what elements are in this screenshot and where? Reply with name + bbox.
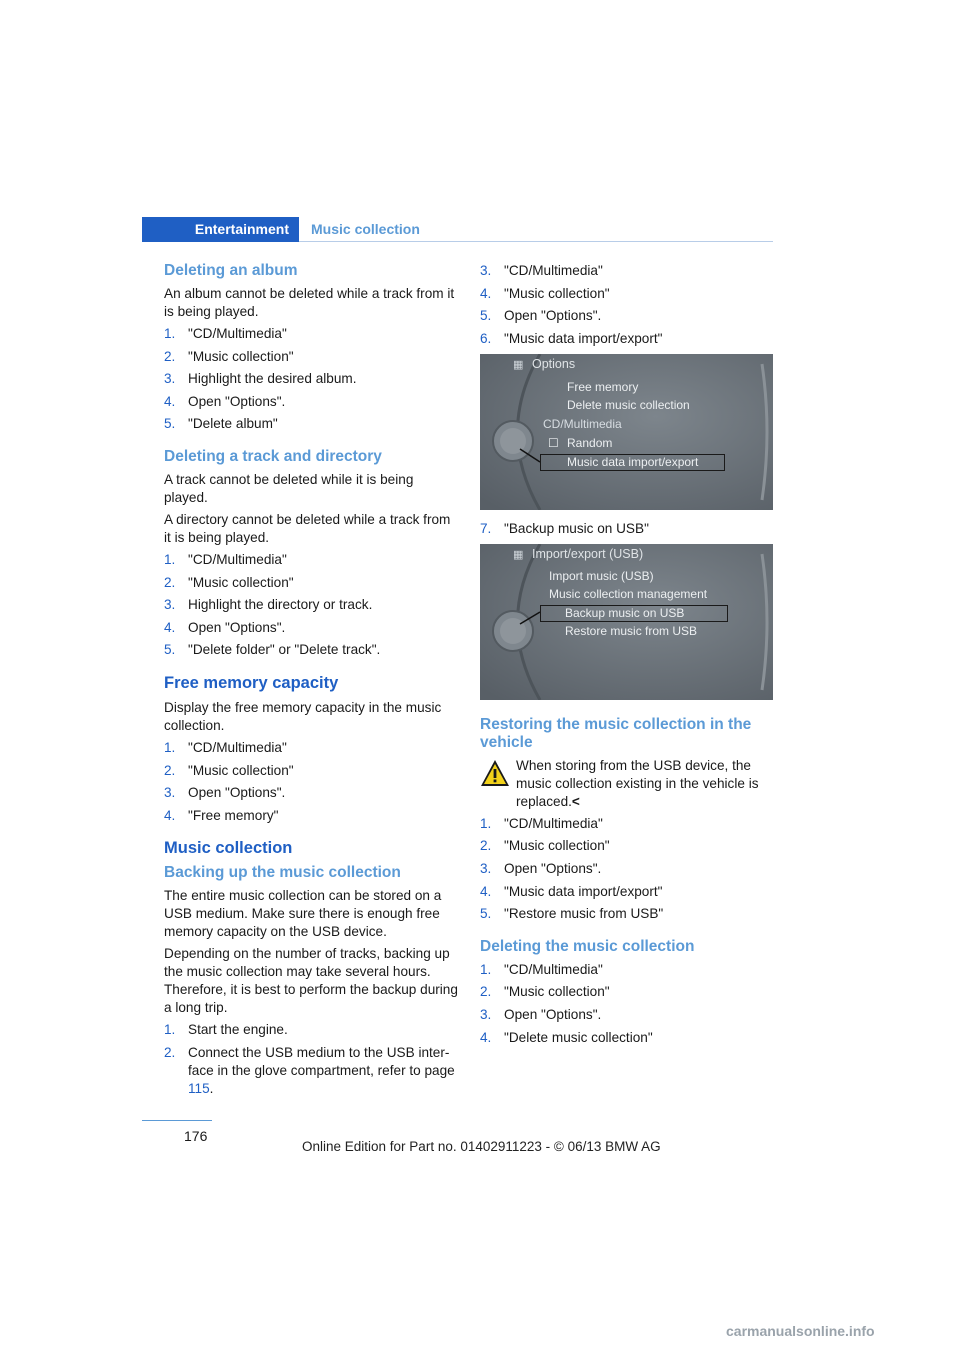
list-item: 3. Open "Options".: [480, 1006, 602, 1022]
menu-item: Delete music collection: [567, 397, 690, 412]
checkbox-icon: ☐: [548, 435, 559, 450]
list-item: 5. Open "Options".: [480, 308, 602, 324]
paragraph: The entire music collection can be stored on a USB medium. Make sure there is enough free memory capacity on the USB device.: [164, 888, 442, 940]
screen-title: Import/export (USB): [532, 546, 644, 561]
list-item: 3. Highlight the desired album.: [164, 371, 357, 387]
list-item: 2. "Music collection": [480, 838, 610, 854]
screenshot-import-export-menu: [480, 544, 773, 700]
header-divider: [299, 241, 773, 242]
list-item: 4. Open "Options".: [164, 393, 286, 409]
menu-item-selected: Backup music on USB: [565, 605, 685, 620]
section-label: Entertainment: [142, 217, 299, 242]
steps-backup-final: [480, 520, 775, 538]
list-item: 2. "Music collection": [164, 348, 294, 364]
paragraph: Display the free memory capacity in the music collection.: [164, 699, 442, 733]
list-item: 3. Open "Options".: [164, 785, 286, 801]
list-item: 4. "Music collection": [480, 285, 610, 301]
selection-box: [540, 454, 725, 471]
heading-restoring: Restoring the music collection in the vehicle: [480, 715, 752, 751]
page-header: [142, 217, 773, 242]
list-item: 3. Highlight the directory or track.: [164, 597, 373, 613]
menu-item-selected: Music data import/export: [567, 454, 699, 469]
list-item: 1. Start the engine.: [164, 1022, 288, 1038]
page-link[interactable]: 115: [188, 1080, 210, 1096]
list-item: 6. "Music data import/export": [480, 330, 663, 346]
list-item: 5. "Delete album": [164, 416, 278, 432]
heading-deleting-track: Deleting a track and directory: [164, 447, 382, 465]
controller-dial-graphic: [480, 354, 773, 510]
paragraph: A directory cannot be deleted while a track from it is being played.: [164, 511, 451, 545]
heading-music-collection: Music collection: [164, 839, 293, 858]
list-item: 1. "CD/Multimedia": [480, 815, 603, 831]
list-item: 2. Connect the USB medium to the USB inter-face in the glove compartment, refer to page 115.: [164, 1044, 455, 1096]
heading-deleting-album: Deleting an album: [164, 262, 298, 279]
list-item: 1. "CD/Multimedia": [164, 739, 287, 755]
list-item: 1. "CD/Multimedia": [164, 551, 287, 567]
menu-item: Restore music from USB: [565, 623, 698, 638]
list-item: 3. "CD/Multimedia": [480, 263, 603, 278]
page-number: 176: [184, 1128, 208, 1144]
paragraph: A track cannot be deleted while it is being played.: [164, 471, 414, 505]
list-item: 1. "CD/Multimedia": [480, 961, 603, 977]
heading-free-memory: Free memory capacity: [164, 673, 339, 692]
list-item: 3. Open "Options".: [480, 860, 602, 876]
footer-divider: [142, 1120, 212, 1121]
menu-item: Import music (USB): [549, 568, 654, 583]
menu-item: Free memory: [567, 379, 639, 394]
menu-item: CD/Multimedia: [543, 416, 622, 431]
list-item: 5. "Restore music from USB": [480, 906, 664, 922]
usb-icon: ▦: [513, 548, 524, 561]
steps-backup-continued: [480, 262, 775, 348]
screenshot-options-menu: [480, 354, 773, 510]
watermark: carmanualsonline.info: [726, 1323, 875, 1339]
steps-deleting-album: [164, 325, 459, 433]
subheading-backing-up: Backing up the music collection: [164, 864, 401, 882]
controller-dial-graphic: [480, 544, 773, 700]
steps-backup: [164, 1021, 459, 1098]
steps-deleting-collection: [480, 961, 775, 1047]
left-column: [164, 262, 459, 1103]
options-icon: ▦: [513, 358, 524, 371]
paragraph: An album cannot be deleted while a track from it is being played.: [164, 286, 455, 319]
chapter-label: Music collection: [311, 221, 420, 237]
warning-note: When storing from the USB device, the music collection existing in the vehicle is replaced.<: [480, 757, 775, 811]
screen-title: Options: [532, 356, 576, 371]
menu-item: Music collection management: [549, 586, 708, 601]
steps-free-memory: [164, 739, 459, 825]
paragraph: Depending on the number of tracks, backing up the music collection may take several hours. Therefore, it is best to perform the backup during a long trip.: [164, 946, 458, 1016]
heading-deleting-collection: Deleting the music collection: [480, 937, 695, 955]
list-item: 2. "Music collection": [480, 984, 610, 1000]
steps-deleting-track: [164, 551, 459, 659]
selection-box: [540, 605, 728, 622]
steps-restoring: [480, 815, 775, 923]
list-item: 7. "Backup music on USB": [480, 520, 649, 536]
menu-item: Random: [567, 435, 613, 450]
list-item: 4. "Music data import/export": [480, 883, 663, 899]
list-item: 2. "Music collection": [164, 762, 294, 778]
list-item: 4. "Free memory": [164, 807, 279, 823]
right-column: [480, 262, 775, 1051]
list-item: 1. "CD/Multimedia": [164, 326, 287, 341]
warning-icon: [480, 759, 510, 787]
list-item: 5. "Delete folder" or "Delete track".: [164, 642, 381, 658]
list-item: 4. Open "Options".: [164, 619, 286, 635]
list-item: 2. "Music collection": [164, 574, 294, 590]
list-item: 4. "Delete music collection": [480, 1029, 653, 1045]
edition-note: Online Edition for Part no. 01402911223 - © 06/13 BMW AG: [302, 1139, 661, 1154]
